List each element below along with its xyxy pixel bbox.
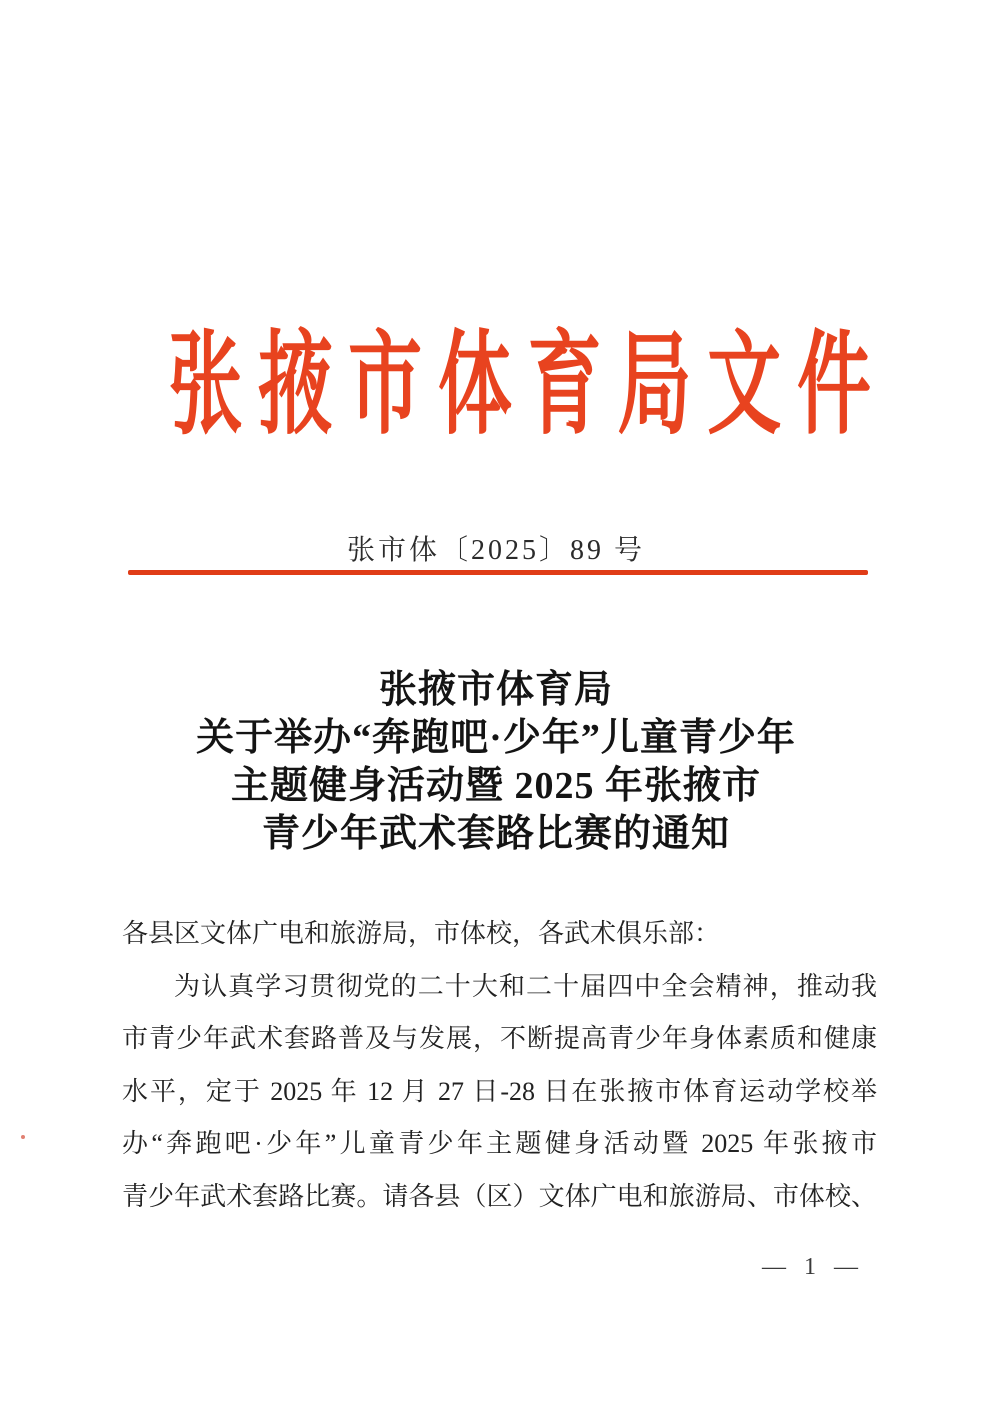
- paragraph-line: 办“奔跑吧·少年”儿童青少年主题健身活动暨 2025 年张掖市: [122, 1129, 877, 1158]
- title-line-4: 青少年武术套路比赛的通知: [261, 813, 730, 855]
- salutation-line: 各县区文体广电和旅游局，市体校，各武术俱乐部：: [122, 919, 721, 948]
- paragraph-line: 青少年武术套路比赛。请各县（区）文体广电和旅游局、市体校、: [122, 1181, 877, 1211]
- red-divider-rule: [128, 570, 868, 575]
- document-title: [0, 666, 992, 858]
- title-line-2: 关于举办“奔跑吧·少年”儿童青少年: [196, 717, 796, 759]
- page-number: — 1 —: [762, 1254, 864, 1280]
- red-header-banner: 张掖市体育局文件: [168, 324, 887, 448]
- paragraph-line: 市青少年武术套路普及与发展，不断提高青少年身体素质和健康: [122, 1024, 877, 1053]
- paragraph-line: 为认真学习贯彻党的二十大和二十届四中全会精神，推动我: [174, 971, 877, 1001]
- paragraph-line: 水平，定于 2025 年 12 月 27 日-28 日在张掖市体育运动学校举: [122, 1076, 877, 1106]
- title-line-3: 主题健身活动暨 2025 年张掖市: [230, 765, 761, 807]
- document-number: 张市体〔2025〕89 号: [346, 535, 645, 566]
- scan-artifact-dot: [21, 1135, 25, 1139]
- document-body: [122, 908, 877, 1223]
- title-line-1: 张掖市体育局: [378, 669, 613, 711]
